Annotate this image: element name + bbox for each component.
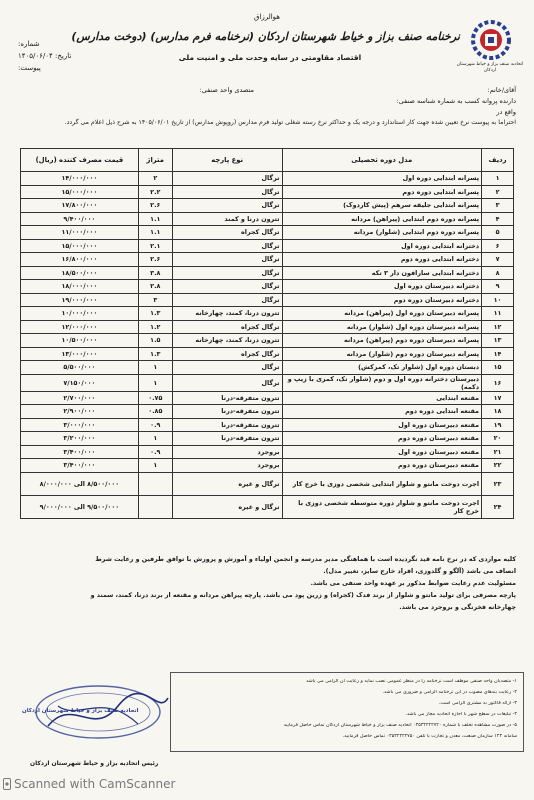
cell-model: پسرانه دبیرستان دوره دوم (شلوار) مردانه — [282, 347, 482, 361]
logo-caption: اتحادیه صنف بزاز و خیاط شهرستان اردکان — [456, 62, 524, 73]
note-line: کلیه مواردی که در نرخ نامه قید نگردیده است با هماهنگی مدیر مدرسه و انجمن اولیاء و آموزش و پرورش با توافق طرفین و رعایت شرط — [95, 556, 516, 563]
cell-fabric: ترگال — [172, 293, 282, 307]
cell-model: پسرانه دبیرستان دوره دوم (پیراهن) مردانه — [282, 334, 482, 348]
table-row — [21, 307, 514, 321]
table-row — [21, 472, 514, 495]
cell-price: ۵/۵۰۰/۰۰۰ — [21, 361, 139, 375]
recipient-unit: متصدی واحد صنفی: — [199, 86, 254, 94]
table-row — [21, 361, 514, 375]
cell-price: ۱۸/۰۰۰/۰۰۰ — [21, 280, 139, 294]
intro-paragraph: احتراما به پیوست نرخ تعیین شده جهت کار استاندارد و درجه یک و حداکثر نرخ رسته شغلی تولید فرم مدارس (روپوش مدارس) از تاریخ ۱۴۰۵/۰۶/۰۱ به شرح ذیل اعلام می گردد. — [64, 119, 516, 126]
cell-model: پسرانه دوره دوم ابتدایی (شلوار) مردانه — [282, 226, 482, 240]
cell-row-number: ۱۶ — [482, 374, 514, 391]
cell-meter: ۲.۱ — [138, 239, 172, 253]
notice-line: ۳- ارائه فاکتور به مشتری الزامی است. — [438, 701, 517, 706]
cell-meter: ۱.۱ — [138, 226, 172, 240]
table-row — [21, 253, 514, 267]
cell-row-number: ۴ — [482, 212, 514, 226]
cell-model: پسرانه دوره دوم ابتدایی (پیراهن) مردانه — [282, 212, 482, 226]
page-title: نرخنامه صنف بزاز و خیاط شهرستان اردکان (نرخنامه فرم مدارس) (دوخت مدارس) — [71, 30, 460, 43]
cell-row-number: ۱۸ — [482, 405, 514, 419]
table-row — [21, 226, 514, 240]
cell-fabric: ترگال و غیره — [172, 495, 282, 518]
cell-fabric: تترون متفرقه-درنا — [172, 405, 282, 419]
cell-meter: ۱.۳ — [138, 347, 172, 361]
cell-model: پسرانه ابتدایی دوره دوم — [282, 185, 482, 199]
col-header-row-number: ردیف — [482, 149, 514, 172]
cell-fabric: تترون متفرقه-درنا — [172, 391, 282, 405]
cell-fabric: ترگال و غیره — [172, 472, 282, 495]
cell-model: مقنعه دبیرستان دوره دوم — [282, 432, 482, 446]
table-row — [21, 374, 514, 391]
recipient-address: واقع در — [496, 108, 516, 116]
cell-fabric: ترگال کجراه — [172, 347, 282, 361]
cell-model: پسرانه دبیرستان دوره اول (پیراهن) مردانه — [282, 307, 482, 321]
note-line: پارچه مصرفی برای تولید مانتو و شلوار از برند فدک (کجراه) و زرین پود می باشد. پارچه پیراهن مردانه و مقنعه از برند درنا، کمند، سمند و — [90, 592, 516, 599]
cell-fabric: تترون درنا، کمند، چهارخانه — [172, 334, 282, 348]
cell-price: ۱۵/۰۰۰/۰۰۰ — [21, 185, 139, 199]
cell-price: ۱۰/۰۰۰/۰۰۰ — [21, 307, 139, 321]
cell-price: ۳/۰۰۰/۰۰۰ — [21, 418, 139, 432]
cell-meter: ۱.۱ — [138, 212, 172, 226]
cell-model: اجرت دوخت مانتو و شلوار دوره متوسطه شخصی دوزی با خرج کار — [282, 495, 482, 518]
table-row — [21, 199, 514, 213]
recipient-license: دارنده پروانه کسب به شماره شناسه صنفی: — [396, 97, 516, 105]
table-row — [21, 293, 514, 307]
table-row — [21, 459, 514, 473]
header-god-name: هوالرزاق — [253, 13, 280, 21]
cell-row-number: ۳ — [482, 199, 514, 213]
cell-row-number: ۷ — [482, 253, 514, 267]
cell-fabric: ترگال — [172, 280, 282, 294]
recipient-name: آقای/خانم: — [487, 86, 516, 94]
cell-fabric: تترون درنا و کمند — [172, 212, 282, 226]
cell-price: ۱۰/۵۰۰/۰۰۰ — [21, 334, 139, 348]
col-header-meter: متراژ — [138, 149, 172, 172]
cell-row-number: ۱۲ — [482, 320, 514, 334]
notice-line: سامانه ۱۲۴ سازمان صنعت، معدن و تجارت یا تلفن ۰۳۵۳۲۲۲۲۷۵۰ تماس حاصل فرمایید. — [342, 734, 517, 739]
cell-fabric: ترگال — [172, 239, 282, 253]
cell-meter: ۱.۵ — [138, 334, 172, 348]
cell-row-number: ۲۳ — [482, 472, 514, 495]
table-row — [21, 212, 514, 226]
cell-row-number: ۱۵ — [482, 361, 514, 375]
cell-meter — [138, 472, 172, 495]
cell-meter: ۲.۶ — [138, 199, 172, 213]
table-row — [21, 405, 514, 419]
cell-fabric: ترگال — [172, 374, 282, 391]
cell-meter: ۳.۸ — [138, 266, 172, 280]
cell-fabric: بروجرد — [172, 445, 282, 459]
cell-model: دخترانه ابتدایی سارافون دار ۳ تکه — [282, 266, 482, 280]
note-line: چهارخانه فخرنگی و بروجرد می باشد. — [399, 604, 516, 611]
cell-meter: ۱ — [138, 432, 172, 446]
cell-price: ۳/۲۰۰/۰۰۰ — [21, 432, 139, 446]
cell-meter: ۲.۸ — [138, 280, 172, 294]
cell-meter: ۲ — [138, 172, 172, 186]
table-header-row — [21, 149, 514, 172]
price-table — [20, 148, 514, 519]
notice-box — [170, 672, 524, 752]
cell-model: مقنعه ابتدایی دوره دوم — [282, 405, 482, 419]
col-header-fabric: نوع پارچه — [172, 149, 282, 172]
table-row — [21, 280, 514, 294]
note-line: انصاف می باشد (آلگو و گلدوزی، افراد خارج سایز، تغییر مدل). — [323, 568, 516, 575]
cell-fabric: تترون متفرقه-درنا — [172, 432, 282, 446]
cell-row-number: ۶ — [482, 239, 514, 253]
cell-model: پسرانه ابتدایی جلیقه سرهم (پیش کاردوک) — [282, 199, 482, 213]
cell-meter: ۱ — [138, 361, 172, 375]
cell-fabric: ترگال کجراه — [172, 320, 282, 334]
cell-row-number: ۸ — [482, 266, 514, 280]
cell-model: مقنعه دبیرستان دوره اول — [282, 445, 482, 459]
cell-price: ۱۴/۰۰۰/۰۰۰ — [21, 172, 139, 186]
cell-meter: ۰.۷۵ — [138, 391, 172, 405]
cell-meter: ۲.۶ — [138, 253, 172, 267]
cell-price: ۱۷/۸۰۰/۰۰۰ — [21, 199, 139, 213]
cell-price: ۹/۵۰۰/۰۰۰ الی ۹/۰۰۰/۰۰۰ — [21, 495, 139, 518]
attachment-label: پیوست: — [18, 64, 41, 72]
table-row — [21, 239, 514, 253]
cell-fabric: بروجرد — [172, 459, 282, 473]
stamp-text: اتحادیه صنف بزاز و خیاط شهرستان اردکان — [22, 708, 139, 714]
cell-row-number: ۱۰ — [482, 293, 514, 307]
cell-meter: ۱.۲ — [138, 320, 172, 334]
cell-model: دبیرستان دخترانه دوره اول و دوم (شلوار تک، کمری با زیپ و دکمه) — [282, 374, 482, 391]
cell-meter: ۳ — [138, 293, 172, 307]
cell-row-number: ۲ — [482, 185, 514, 199]
cell-price: ۱۲/۰۰۰/۰۰۰ — [21, 320, 139, 334]
col-header-price: قیمت مصرف کننده (ریال) — [21, 149, 139, 172]
cell-fabric: ترگال کجراه — [172, 226, 282, 240]
cell-price: ۷/۱۵۰/۰۰۰ — [21, 374, 139, 391]
table-row — [21, 266, 514, 280]
camscanner-icon — [3, 778, 11, 790]
cell-meter: ۱ — [138, 374, 172, 391]
table-row — [21, 185, 514, 199]
scanner-watermark: Scanned with CamScanner — [14, 777, 176, 791]
cell-meter: ۰.۹ — [138, 445, 172, 459]
page-subtitle: اقتصاد مقاومتی در سایه وحدت ملی و امنیت ملی — [178, 53, 362, 62]
table-row — [21, 432, 514, 446]
cell-row-number: ۱۹ — [482, 418, 514, 432]
cell-row-number: ۲۴ — [482, 495, 514, 518]
notice-line: ۱- متصدیان واحد صنفی موظف است نرخنامه را در منظر عمومی نصب نماید و رعایت آن الزامی می باشد — [306, 679, 517, 684]
cell-model: مقنعه دبیرستان دوره اول — [282, 418, 482, 432]
table-row — [21, 347, 514, 361]
signature-label: رئیس اتحادیه بزاز و خیاط شهرستان اردکان — [30, 760, 159, 767]
cell-meter: ۰.۸۵ — [138, 405, 172, 419]
cell-row-number: ۹ — [482, 280, 514, 294]
table-row — [21, 391, 514, 405]
cell-fabric: ترگال — [172, 266, 282, 280]
cell-meter — [138, 495, 172, 518]
cell-price: ۱۳/۰۰۰/۰۰۰ — [21, 347, 139, 361]
cell-fabric: ترگال — [172, 172, 282, 186]
notice-line: ۵- در صورت مشاهده تخلف با شماره ۰۳۵۳۲۲۲۲۷۲۰ اتحادیه صنف بزاز و خیاط شهرستان اردکان تماس حاصل فرمایید — [283, 723, 517, 728]
note-line: مسئولیت عدم رعایت ضوابط مذکور بر عهده واحد صنفی می باشد. — [310, 580, 516, 587]
cell-model: دخترانه دبیرستان دوره دوم — [282, 293, 482, 307]
cell-fabric: ترگال — [172, 361, 282, 375]
col-header-model: مدل دوره تحصیلی — [282, 149, 482, 172]
table-row — [21, 172, 514, 186]
cell-row-number: ۱۴ — [482, 347, 514, 361]
cell-fabric: ترگال — [172, 199, 282, 213]
cell-price: ۳/۴۰۰/۰۰۰ — [21, 445, 139, 459]
table-row — [21, 418, 514, 432]
table-row — [21, 320, 514, 334]
notice-line: ۴- تبلیغات در سطح شهر با اجازه اتحادیه مجاز می باشد. — [405, 712, 517, 717]
cell-row-number: ۱۷ — [482, 391, 514, 405]
cell-model: دخترانه ابتدایی دوره دوم — [282, 253, 482, 267]
cell-meter: ۱.۳ — [138, 307, 172, 321]
cell-row-number: ۲۱ — [482, 445, 514, 459]
cell-price: ۳/۴۰۰/۰۰۰ — [21, 459, 139, 473]
number-label: شماره: — [18, 40, 40, 48]
cell-meter: ۲.۲ — [138, 185, 172, 199]
cell-price: ۸/۵۰۰/۰۰۰ الی ۸/۰۰۰/۰۰۰ — [21, 472, 139, 495]
cell-row-number: ۱۱ — [482, 307, 514, 321]
cell-meter: ۱ — [138, 459, 172, 473]
cell-fabric: ترگال — [172, 185, 282, 199]
cell-row-number: ۲۲ — [482, 459, 514, 473]
cell-price: ۱۹/۰۰۰/۰۰۰ — [21, 293, 139, 307]
cell-model: مقنعه ابتدایی — [282, 391, 482, 405]
cell-row-number: ۲۰ — [482, 432, 514, 446]
cell-row-number: ۱۳ — [482, 334, 514, 348]
cell-fabric: تترون متفرقه-درنا — [172, 418, 282, 432]
cell-price: ۱۵/۰۰۰/۰۰۰ — [21, 239, 139, 253]
table-row — [21, 445, 514, 459]
cell-price: ۲/۷۰۰/۰۰۰ — [21, 391, 139, 405]
cell-model: پسرانه ابتدایی دوره اول — [282, 172, 482, 186]
cell-fabric: ترگال — [172, 253, 282, 267]
cell-price: ۱۶/۸۰۰/۰۰۰ — [21, 253, 139, 267]
cell-row-number: ۵ — [482, 226, 514, 240]
cell-model: دخترانه ابتدایی دوره اول — [282, 239, 482, 253]
cell-model: دخترانه دبیرستان دوره اول — [282, 280, 482, 294]
table-row — [21, 334, 514, 348]
cell-row-number: ۱ — [482, 172, 514, 186]
cell-model: دبستان دوره اول (شلوار تک، کمرکش) — [282, 361, 482, 375]
cell-price: ۲/۹۰۰/۰۰۰ — [21, 405, 139, 419]
notice-line: ۲- رعایت بندهای مصوب در این نرخنامه الزامی و ضروری می باشد. — [382, 690, 517, 695]
cell-price: ۱۱/۰۰۰/۰۰۰ — [21, 226, 139, 240]
cell-model: اجرت دوخت مانتو و شلوار ابتدایی شخصی دوزی با خرج کار — [282, 472, 482, 495]
cell-model: مقنعه دبیرستان دوره دوم — [282, 459, 482, 473]
cell-price: ۱۸/۵۰۰/۰۰۰ — [21, 266, 139, 280]
cell-fabric: تترون درنا، کمند، چهارخانه — [172, 307, 282, 321]
cell-meter: ۰.۹ — [138, 418, 172, 432]
cell-model: پسرانه دبیرستان دوره اول (شلوار) مردانه — [282, 320, 482, 334]
date-label: تاریخ: ۱۴۰۵/۰۶/۰۴ — [18, 52, 72, 60]
cell-price: ۹/۴۰۰/۰۰۰ — [21, 212, 139, 226]
table-row — [21, 495, 514, 518]
